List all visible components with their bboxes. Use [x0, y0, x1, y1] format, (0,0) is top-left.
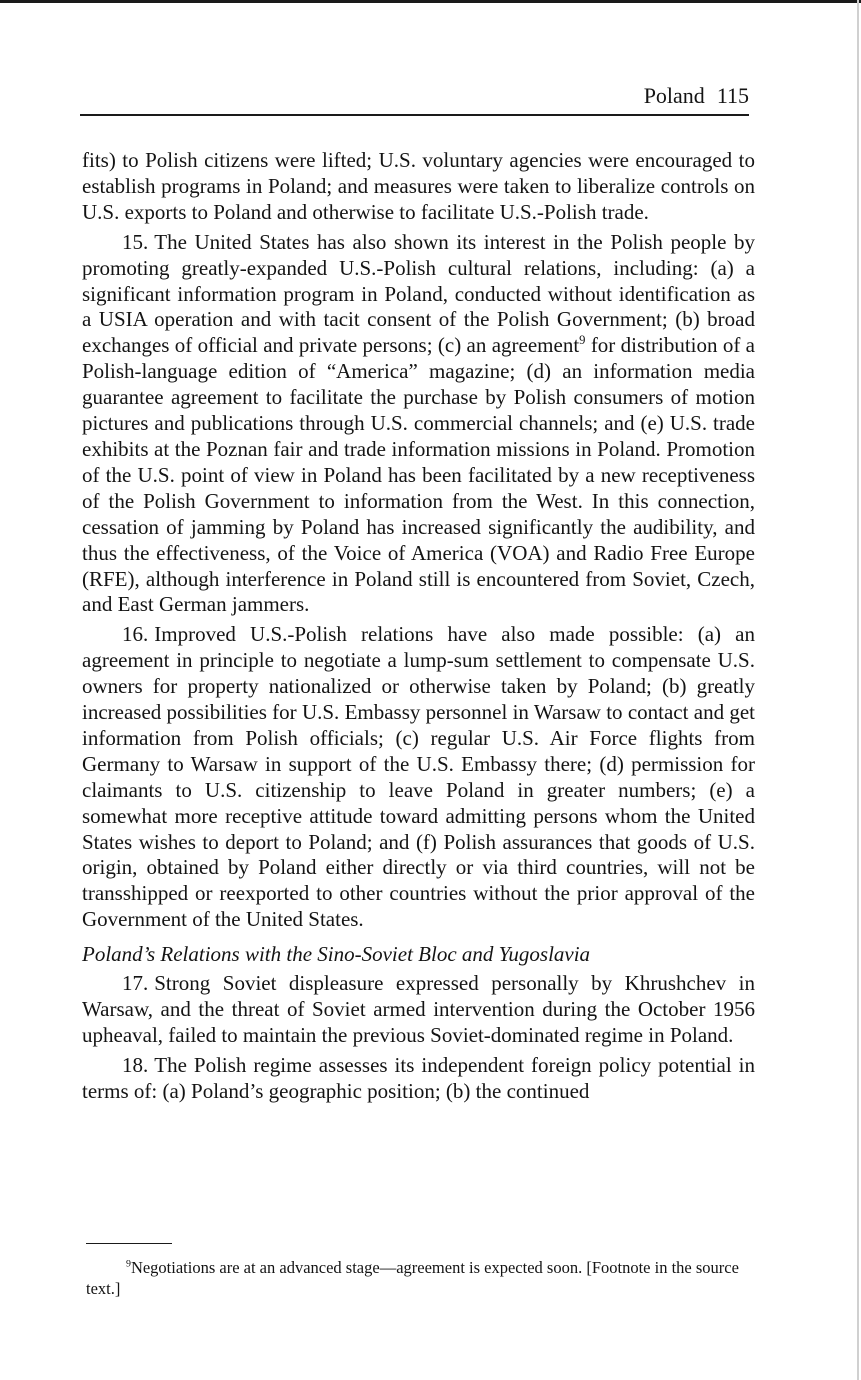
paragraph-number: 18. [122, 1052, 149, 1077]
footnote-text: Negotiations are at an advanced stage—agreement is expected soon. [Footnote in the source text.] [86, 1258, 739, 1298]
header-page-number: 115 [716, 83, 749, 108]
paragraph-text-continued: for distribution of a Polish-language edition of “America” magazine; (d) an information media guarantee agreement to facilitate the purchase by Polish consumers of motion pictures and publications through U.S. commercial channels; and (e) U.S. trade exhibits at the Poznan fair and trade information missions in Poland. Promotion of the U.S. point of view in Poland has been facilitated by a new receptiveness of the Polish Government to information from the West. In this connection, cessation of jamming by Poland has increased significantly the audibility, and thus the effectiveness, of the Voice of America (VOA) and Radio Free Europe (RFE), although interference in Poland still is encountered from Soviet, Czech, and East German jammers. [82, 333, 755, 617]
paragraph-continued: fits) to Polish citizens were lifted; U.S. voluntary agencies were encouraged to establish programs in Poland; and measures were taken to liberalize controls on U.S. exports to Poland and otherwise to facilitate U.S.-Polish trade. [82, 148, 755, 224]
paragraph-text: Strong Soviet displeasure expressed personally by Khrushchev in Warsaw, and the threat of Soviet armed intervention during the October 1956 upheaval, failed to maintain the previous Soviet-dominated regime in Poland. [82, 971, 755, 1047]
paragraph-number: 15. [122, 229, 149, 254]
page-right-edge [857, 0, 859, 1380]
paragraph-text: The Polish regime assesses its independent foreign policy potential in terms of: (a) Poland’s geographic position; (b) the continued [82, 1052, 755, 1103]
paragraph-number: 17. [122, 971, 149, 996]
paragraph-17 [82, 971, 755, 1049]
paragraph-15 [82, 230, 755, 619]
paragraph-18 [82, 1053, 755, 1105]
header-rule [80, 114, 749, 116]
paragraph-text: Improved U.S.-Polish relations have also made possible: (a) an agreement in principle to negotiate a lump-sum settlement to compensate U.S. owners for property nationalized or otherwise taken by Poland; (b) greatly increased possibilities for U.S. Embassy personnel in Warsaw to contact and get information from Polish officials; (c) regular U.S. Air Force flights from Germany to Warsaw in support of the U.S. Embassy there; (d) permission for claimants to U.S. citizenship to leave Poland in greater numbers; (e) a somewhat more receptive attitude toward admitting persons whom the United States wishes to deport to Poland; and (f) Polish assurances that goods of U.S. origin, obtained by Poland either directly or via third countries, will not be transshipped or reexported to other countries without the prior approval of the Government of the United States. [82, 622, 755, 932]
page-top-edge [0, 0, 861, 3]
paragraph-number: 16. [122, 622, 149, 647]
footnote-marker: 9 [126, 1258, 131, 1270]
paragraph-16 [82, 622, 755, 933]
footnote-reference[interactable]: 9 [579, 333, 586, 348]
section-heading: Poland’s Relations with the Sino-Soviet Bloc and Yugoslavia [82, 942, 591, 967]
footnote-rule [86, 1243, 172, 1244]
paragraph-text: The United States has also shown its interest in the Polish people by promoting greatly-expanded U.S.-Polish cultural relations, including: (a) a significant information program in Poland, conducted without identification as a USIA operation and with tacit consent of the Polish Government; (b) broad exchanges of official and private persons; (c) an agreement [82, 229, 755, 358]
running-header [80, 82, 749, 110]
main-text [82, 148, 755, 1105]
footnote [86, 1257, 756, 1299]
header-section-title: Poland [643, 83, 705, 108]
